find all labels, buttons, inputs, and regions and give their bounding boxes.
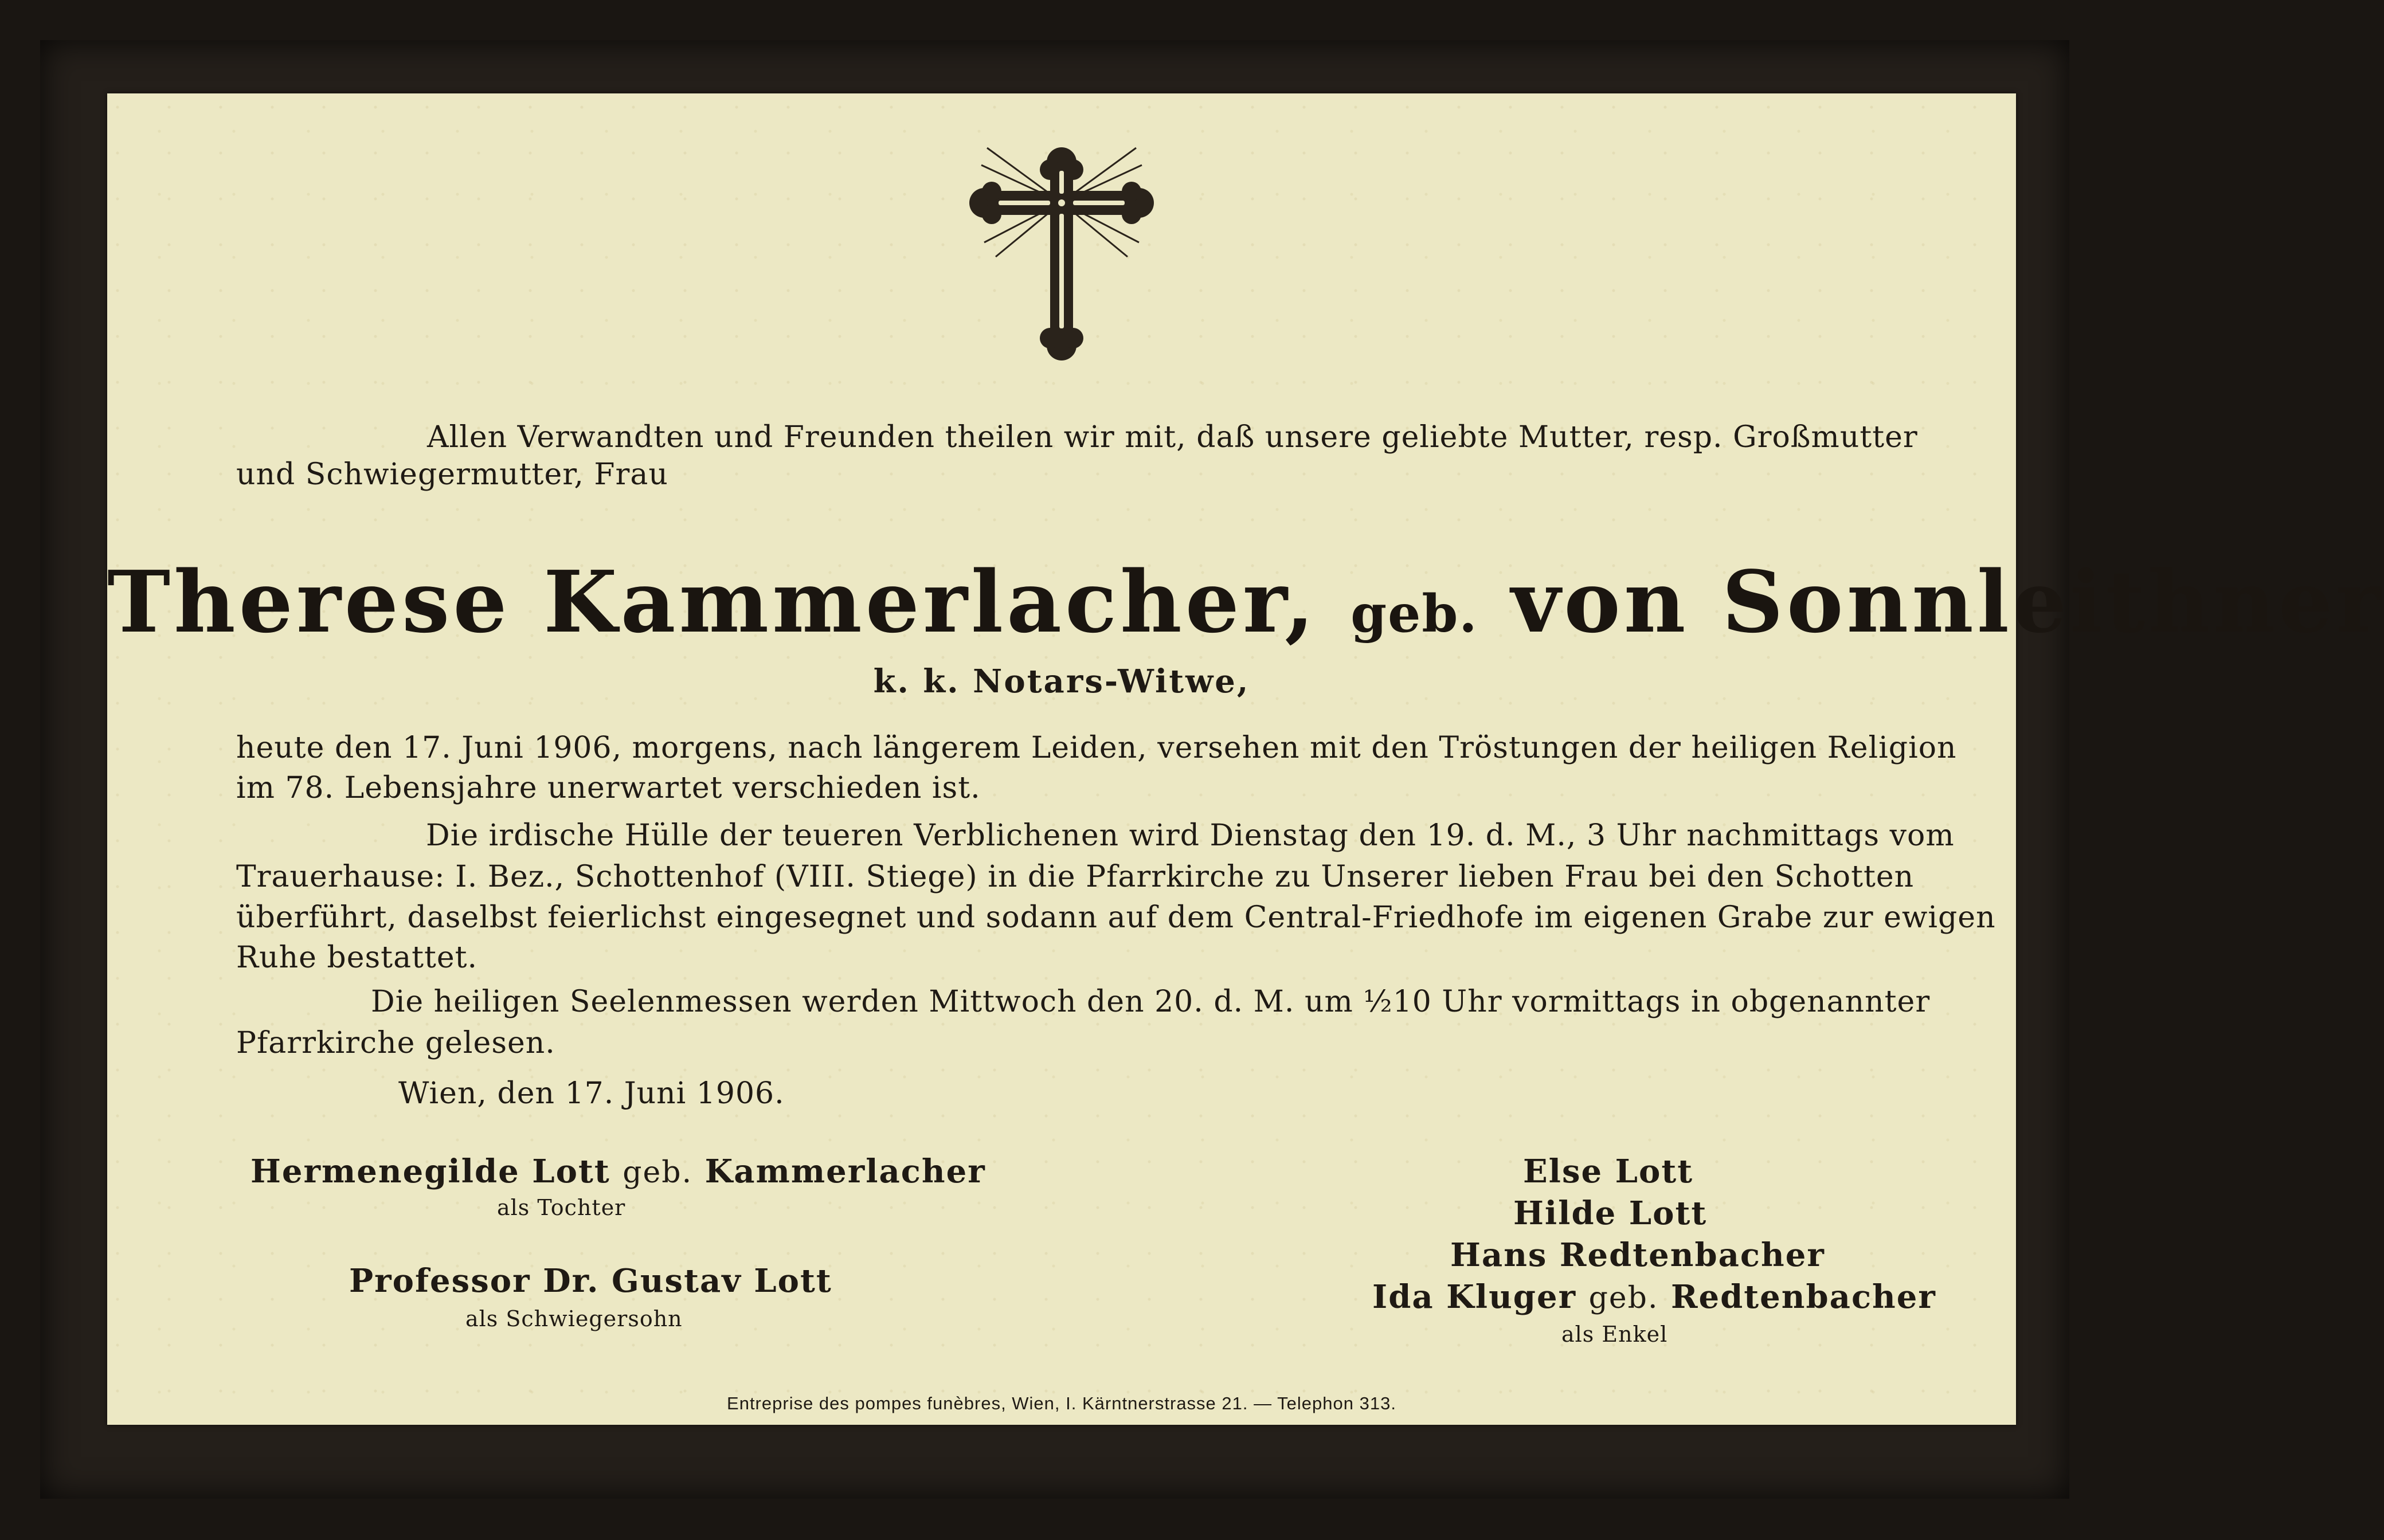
geb-label: geb. [623,1155,693,1190]
paragraph-2-line-2: Trauerhause: I. Bez., Schottenhof (VIII. Stiege) in die Pfarrkirche zu Unserer lieben Frau bei den Schotten [236,860,1915,894]
signatory-maiden-name: Redtenbacher [1670,1278,1936,1316]
signatory-role: als Tochter [497,1195,626,1220]
paragraph-2-line-3: überführt, daselbst feierlichst eingesegnet und sodann auf dem Central-Friedhofe im eigenen Grabe zur ewigen [236,900,1996,935]
intro-line-1: Allen Verwandten und Freunden theilen wir mit, daß unsere geliebte Mutter, resp. Großmutter [427,420,1918,454]
paragraph-1-line-1: heute den 17. Juni 1906, morgens, nach längerem Leiden, versehen mit den Tröstungen der heiligen Religion [236,731,1957,765]
funeral-company-footer: Entreprise des pompes funèbres, Wien, I. Kärntnerstrasse 21. — Telephon 313. [727,1393,1396,1413]
cross-icon [970,142,1153,360]
signatory-grandchild [1372,1278,1936,1316]
paragraph-2-line-1: Die irdische Hülle der teueren Verblichenen wird Dienstag den 19. d. M., 3 Uhr nachmittags vom [426,818,1955,853]
signatory-role: als Schwiegersohn [465,1306,683,1331]
deceased-name [107,552,2384,652]
death-notice-card [107,93,2384,1425]
paragraph-2-line-4: Ruhe bestattet. [236,941,478,975]
signatory-role: als Enkel [1561,1322,1668,1347]
signatory-name: Hermenegilde Lott [250,1153,610,1190]
signatory-grandchild: Hilde Lott [1513,1194,1708,1232]
signatory-maiden-name: Kammerlacher [704,1153,986,1190]
deceased-title: k. k. Notars-Witwe, [873,663,1250,700]
place-and-date: Wien, den 17. Juni 1906. [398,1076,785,1111]
signatory-son-in-law: Professor Dr. Gustav Lott [349,1262,832,1300]
signatory-grandchild: Hans Redtenbacher [1450,1236,1825,1274]
deceased-married-name: Therese Kammerlacher, [107,552,1318,652]
signatory-grandchild: Else Lott [1523,1153,1694,1190]
signatory-name: Ida Kluger [1372,1278,1577,1316]
geb-label: geb. [1350,583,1478,644]
paragraph-3-line-2: Pfarrkirche gelesen. [236,1026,555,1060]
geb-label: geb. [1588,1281,1659,1315]
intro-line-2: und Schwiegermutter, Frau [236,457,668,492]
signatory-daughter [250,1153,986,1190]
paragraph-1-line-2: im 78. Lebensjahre unerwartet verschieden ist. [236,771,981,805]
paragraph-3-line-1: Die heiligen Seelenmessen werden Mittwoch den 20. d. M. um ½10 Uhr vormittags in obgenannter [371,985,1931,1019]
deceased-maiden-name: von Sonnleithner [1511,552,2384,652]
